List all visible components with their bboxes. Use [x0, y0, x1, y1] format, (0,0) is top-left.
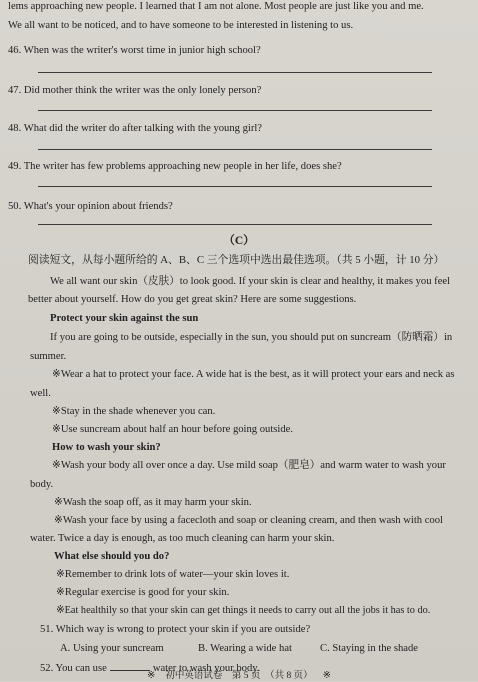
q51-option-a: A. Using your suncream — [60, 643, 164, 654]
question-48: 48. What did the writer do after talking with the young girl? — [8, 123, 262, 134]
answer-line-48 — [38, 149, 432, 150]
answer-line-47 — [38, 110, 432, 111]
bullet-item: ※Wash your face by using a facecloth and soap or cleaning cream, and then wash with cool — [54, 515, 443, 526]
question-49: 49. The writer has few problems approaching new people in her life, does she? — [8, 161, 342, 172]
bullet-item: ※Wash the soap off, as it may harm your skin. — [54, 497, 252, 508]
intro-line-2: We all want to be noticed, and to have someone to be interested in listening to us. — [8, 20, 354, 31]
passage-line: better about yourself. How do you get great skin? Here are some suggestions. — [28, 294, 357, 305]
passage-line: well. — [30, 388, 51, 399]
bullet-item: ※Regular exercise is good for your skin. — [56, 587, 230, 598]
passage-line: If you are going to be outside, especially in the sun, you should put on suncream（防晒霜）in — [50, 332, 453, 343]
q52-blank — [110, 661, 150, 671]
question-46: 46. When was the writer's worst time in junior high school? — [8, 45, 261, 56]
section-label: （C） — [223, 235, 255, 247]
q51-option-c: C. Staying in the shade — [320, 643, 418, 654]
bullet-item: ※Wash your body all over once a day. Use mild soap（肥皂）and warm water to wash your — [52, 460, 446, 471]
heading-else: What else should you do? — [54, 551, 170, 562]
bullet-item: ※Remember to drink lots of water—your skin loves it. — [56, 569, 290, 580]
bullet-item: ※Stay in the shade whenever you can. — [52, 406, 216, 417]
passage-line: water. Twice a day is enough, as too much cleaning can harm your skin. — [30, 533, 335, 544]
bullet-item: ※Use suncream about half an hour before going outside. — [52, 424, 293, 435]
heading-wash: How to wash your skin? — [52, 442, 161, 453]
q51-option-b: B. Wearing a wide hat — [198, 643, 292, 654]
footer-text: 初中英语试卷 第 5 页 （共 8 页） — [165, 671, 313, 681]
question-50: 50. What's your opinion about friends? — [8, 201, 173, 212]
answer-line-49 — [38, 186, 432, 187]
section-instruction: 阅读短文，从每小题所给的 A、B、C 三个选项中选出最佳选项。（共 5 小题，计 10 分） — [28, 254, 445, 266]
flower-ornament-icon: ※ — [322, 670, 332, 681]
passage-line: We all want our skin（皮肤）to look good. If your skin is clear and healthy, it makes you feel — [50, 276, 451, 287]
heading-protect: Protect your skin against the sun — [50, 313, 199, 324]
passage-line: summer. — [30, 351, 67, 362]
answer-line-46 — [38, 72, 432, 73]
page-footer — [0, 671, 478, 682]
q52-stem-before: 52. You can use — [40, 663, 107, 674]
answer-line-50 — [38, 224, 432, 225]
q52-stem-after: water to wash your body. — [152, 663, 260, 674]
passage-line: body. — [30, 479, 54, 490]
bullet-item: ※Eat healthily so that your skin can get things it needs to carry out all the jobs it has to do. — [56, 605, 431, 616]
question-51: 51. Which way is wrong to protect your skin if you are outside? — [40, 624, 311, 635]
intro-line-1: lems approaching new people. I learned that I am not alone. Most people are just like you and me. — [8, 1, 424, 12]
question-47: 47. Did mother think the writer was the only lonely person? — [8, 85, 262, 96]
flower-ornament-icon: ※ — [146, 670, 156, 681]
bullet-item: ※Wear a hat to protect your face. A wide hat is the best, as it will protect your ears and neck as — [52, 369, 455, 380]
